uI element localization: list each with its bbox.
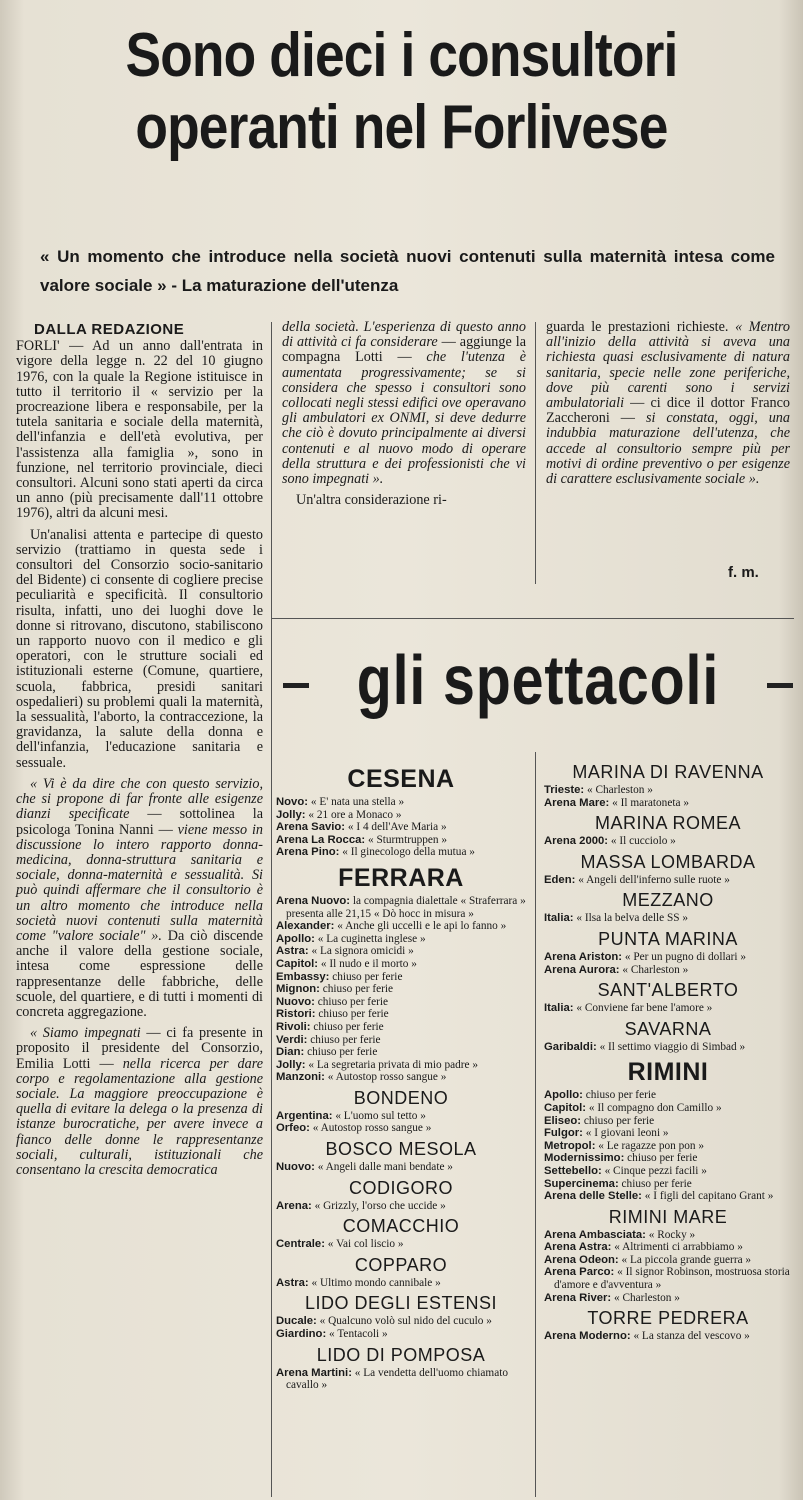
quote-text: « Mentro all'inizio della attività si aveva una richiesta quasi esclusivamente di natura sanitaria, specie nelle zone periferiche, dove più carenti sono i servizi ambulatoriali	[546, 319, 790, 412]
listing-entry	[544, 1229, 792, 1242]
venue-name: Orfeo:	[276, 1122, 310, 1135]
venue-name: Ristori:	[276, 1008, 316, 1021]
listing-entry	[544, 1330, 792, 1343]
film-title: « Tentacoli »	[329, 1328, 388, 1341]
film-title: « Charleston »	[614, 1291, 680, 1304]
city-heading-torre-pedrera: TORRE PEDRERA	[587, 1308, 749, 1329]
film-title: « Il cucciolo »	[610, 835, 676, 848]
film-title: « 21 ore a Monaco »	[308, 808, 402, 821]
city-heading-sant-alberto: SANT'ALBERTO	[597, 980, 739, 1001]
listing-entry	[544, 1041, 792, 1054]
city-heading-comacchio: COMACCHIO	[342, 1216, 460, 1237]
venue-name: Argentina:	[276, 1109, 333, 1122]
listing-entry	[276, 996, 526, 1009]
listing-entry	[276, 1046, 526, 1059]
film-title: « Il maratoneta »	[612, 796, 689, 809]
listing-entry	[276, 846, 526, 859]
article-paragraph: FORLI' — Ad un anno dall'entrata in vigore della legge n. 22 del 10 giugno 1976, con la quale la Regione istituisce in tutto il territorio il « servizio per la procreazione libera e responsabile, per la tutela sanitaria e sociale della maternità, dell'infanzia e dell'età evolutiva, per l'assistenza alla famiglia », sono in funzione, nel territorio provinciale, dieci consultori. Alcuni sono stati aperti da circa un anno (più precisamente dall'11 ottobre 1976), altri da alcuni mesi.	[16, 338, 263, 522]
quote-text: « Siamo impegnati	[30, 1025, 141, 1042]
listing-entry	[276, 809, 526, 822]
film-title: « L'uomo sul tetto »	[335, 1109, 426, 1122]
city-heading-punta-marina: PUNTA MARINA	[598, 928, 738, 949]
film-title: « La signora omicidi »	[311, 945, 414, 958]
film-title: « Per un pugno di dollari »	[624, 950, 746, 963]
listing-entry	[276, 1328, 526, 1341]
city-heading-marina-di-ravenna: MARINA DI RAVENNA	[572, 762, 764, 782]
film-title: « La cuginetta inglese »	[317, 932, 426, 945]
listing-entry	[276, 983, 526, 996]
city-heading-copparo: COPPARO	[354, 1254, 448, 1275]
film-title: « Autostop rosso sangue »	[327, 1071, 447, 1084]
venue-name: Verdi:	[276, 1033, 308, 1046]
film-title: « E' nata una stella »	[310, 796, 405, 808]
film-title: chiuso per ferie	[322, 983, 394, 996]
venue-name: Capitol:	[544, 1101, 587, 1114]
quote-text: nella ricerca per dare corpo e regolamentazione alla gestione sociale. La maggiore preoccupazione è quella di evitare la delega o la presenza di istanze burocratiche, per avere invece a fianco delle donne le rappresentanze sociali, culturali, istituzionali che consentano la crescita democratica	[16, 1055, 263, 1178]
body-text: Da ciò discende anche il valore della gestione sociale, intesa come espressione delle rappresentanze delle fabbriche, delle scuole, del quartiere, e di tutti i momenti di concreta aggregazione.	[16, 927, 263, 1020]
listing-entry	[276, 1110, 526, 1123]
venue-name: Supercinema:	[544, 1177, 619, 1190]
article-subtitle: « Un momento che introduce nella società nuovi contenuti sulla maternità intesa come valore sociale » - La maturazione dell'utenza	[40, 247, 775, 295]
film-title: « La stanza del vescovo »	[633, 1330, 750, 1343]
venue-name: Nuovo:	[276, 995, 315, 1008]
article-paragraph	[282, 320, 526, 487]
article-column-1	[16, 322, 263, 1184]
film-title: « Ultimo mondo cannibale »	[311, 1276, 441, 1289]
film-title: « Sturmtruppen »	[367, 833, 448, 846]
film-title: chiuso per ferie	[583, 1114, 655, 1127]
venue-name: Arena Nuovo:	[276, 894, 351, 907]
venue-name: Arena Mare:	[544, 796, 610, 809]
film-title: « Charleston »	[587, 784, 653, 796]
section-divider	[272, 618, 794, 619]
film-title: chiuso per ferie	[307, 1046, 378, 1059]
film-title: « Rocky »	[648, 1228, 696, 1241]
listing-entry	[276, 1277, 526, 1290]
venue-name: Arena Parco:	[544, 1266, 615, 1279]
attribution-text: — sottolinea la psicologa Tonina Nanni —	[16, 806, 264, 838]
listing-entry	[276, 1238, 526, 1251]
venue-name: Capitol:	[276, 957, 319, 970]
venue-name: Settebello:	[544, 1164, 602, 1177]
listing-entry	[544, 964, 792, 977]
film-title: chiuso per ferie	[585, 1089, 656, 1102]
city-heading-lido-degli-estensi: LIDO DEGLI ESTENSI	[304, 1293, 498, 1314]
listing-entry	[276, 796, 526, 809]
venue-name: Arena Astra:	[544, 1241, 612, 1254]
article-paragraph-quote-nanni	[16, 777, 263, 1020]
listing-entry	[276, 933, 526, 946]
quote-text: viene messo in discussione lo intero rapporto donna-medicina, donna-struttura sanitaria e sociale, donna-maternità e sessualità. Si può quindi affermare che il consultorio è un altro momento che introduce nella società nuovi contenuti sulla maternità come "valore sociale" ».	[16, 821, 263, 944]
city-heading-lido-di-pomposa: LIDO DI POMPOSA	[316, 1344, 486, 1365]
city-heading-marina-romea: MARINA ROMEA	[594, 813, 742, 834]
film-title: « Il ginecologo della mutua »	[342, 846, 475, 859]
listing-entry	[276, 1315, 526, 1328]
listing-entry	[544, 1089, 792, 1102]
film-title: la compagnia dialettale « Straferrara » presenta alle 21,15 « Dò hocc in misura »	[286, 894, 526, 920]
city-heading-savarna: SAVARNA	[624, 1018, 712, 1039]
venue-name: Centrale:	[276, 1238, 325, 1251]
listing-entry	[544, 1140, 792, 1153]
film-title: chiuso per ferie	[621, 1177, 692, 1190]
listing-entry	[276, 821, 526, 834]
quote-text: si constata, oggi, una indubbia maturazione dell'utenza, che accede al consultorio sempre più per motivi di ordine preventivo o per esigenze di carattere esclusivamente sociale ».	[546, 410, 790, 488]
listing-entry	[544, 835, 792, 848]
listing-entry	[276, 895, 526, 920]
listing-entry	[276, 920, 526, 933]
film-title: « Angeli dalle mani bendate »	[317, 1161, 453, 1174]
city-heading-mezzano: MEZZANO	[622, 890, 714, 911]
listing-entry	[544, 1190, 792, 1203]
venue-name: Arena Ambasciata:	[544, 1228, 646, 1241]
headline-line-2: operanti nel Forlivese	[135, 93, 668, 162]
city-heading-massa-lombarda: MASSA LOMBARDA	[580, 851, 756, 872]
film-title: chiuso per ferie	[318, 1008, 389, 1021]
quote-text: « Vi è da dire che con questo servizio, che si propone di far fronte alle esigenze dianzi specificate	[16, 775, 263, 823]
listing-entry	[276, 834, 526, 847]
headline-line-1: Sono dieci i consultori	[125, 21, 678, 90]
spettacoli-title: gli spettacoli	[356, 641, 720, 719]
venue-name: Dian:	[276, 1046, 305, 1059]
body-text: guarda le prestazioni richieste.	[546, 319, 736, 335]
listing-entry	[544, 912, 792, 925]
film-title: « Conviene far bene l'amore »	[576, 1002, 713, 1015]
film-title: « Altrimenti ci arrabbiamo »	[614, 1241, 743, 1254]
article-paragraph: Un'analisi attenta e partecipe di questo servizio (trattiamo in questa sede i consultori del Consorzio socio-sanitario del Bidente) ci consente di cogliere precise peculiarità e specificità. Il consultorio risulta, infatti, uno dei luoghi dove le donne si ritrovano, discutono, stabiliscono un rapporto nuovo con il medico e gli operatori, con le strutture sociali ed istituzionali esterne (Comune, quartiere, scuola, fabbrica, presidi sanitari ospedalieri) su problemi quali la maternità, la sessualità, l'aborto, la contraccezione, la gravidanza, la salute della donna e dell'infanzia, l'educazione sanitaria e sessuale.	[16, 526, 263, 771]
film-title: chiuso per ferie	[627, 1152, 698, 1165]
film-title: chiuso per ferie	[310, 1033, 381, 1046]
listing-entry	[276, 945, 526, 958]
venue-name: Astra:	[276, 1276, 309, 1289]
attribution-text: — ci fa presente in proposito il presidente del Consorzio, Emilia Lotti —	[16, 1025, 263, 1072]
venue-name: Italia:	[544, 912, 574, 925]
venue-name: Arena Pino:	[276, 846, 340, 859]
listing-entry	[276, 1008, 526, 1021]
listing-entry	[276, 971, 526, 984]
film-title: « Grizzly, l'orso che uccide »	[314, 1199, 446, 1212]
listing-entry	[276, 1122, 526, 1135]
column-divider	[535, 322, 536, 584]
film-title: « I giovani leoni »	[585, 1127, 669, 1140]
venue-name: Alexander:	[276, 920, 335, 933]
quote-text: della società. L'esperienza di questo anno di attività ci fa considerare	[282, 319, 526, 351]
venue-name: Arena 2000:	[544, 835, 609, 848]
article-headline	[68, 20, 735, 164]
film-title: « Il nudo e il morto »	[320, 957, 417, 970]
city-heading-codigoro: CODIGORO	[348, 1177, 453, 1198]
film-title: chiuso per ferie	[313, 1020, 384, 1033]
article-paragraph: Un'altra considerazione ri-	[296, 492, 447, 509]
venue-name: Jolly:	[276, 1058, 306, 1071]
venue-name: Arena:	[276, 1199, 312, 1212]
film-title: « La vendetta dell'uomo chiamato cavallo »	[286, 1366, 509, 1392]
film-title: « Angeli dell'inferno sulle ruote »	[578, 873, 730, 886]
listings-column-right	[544, 758, 792, 1343]
listing-entry	[276, 1034, 526, 1047]
listing-entry	[544, 951, 792, 964]
listing-entry	[544, 1165, 792, 1178]
venue-name: Arena La Rocca:	[276, 833, 366, 846]
venue-name: Arena Moderno:	[544, 1330, 631, 1343]
venue-name: Italia:	[544, 1002, 574, 1015]
listing-entry	[544, 1266, 792, 1291]
venue-name: Metropol:	[544, 1139, 596, 1152]
venue-name: Manzoni:	[276, 1071, 325, 1084]
venue-name: Apollo:	[276, 932, 315, 945]
city-heading-rimini-mare: RIMINI MARE	[608, 1206, 728, 1227]
listing-entry	[276, 1367, 526, 1392]
film-title: « Il settimo viaggio di Simbad »	[599, 1040, 746, 1053]
article-column-3	[546, 320, 790, 493]
listing-entry	[544, 1127, 792, 1140]
listing-entry	[276, 1200, 526, 1213]
venue-name: Embassy:	[276, 970, 330, 983]
listing-entry	[544, 797, 792, 810]
film-title: « La segretaria privata di mio padre »	[308, 1058, 479, 1071]
listing-entry	[544, 1115, 792, 1128]
article-paragraph	[546, 320, 790, 487]
venue-name: Modernissimo:	[544, 1152, 625, 1165]
film-title: « Anche gli uccelli e le api lo fanno »	[337, 920, 507, 933]
listing-entry	[544, 1241, 792, 1254]
city-heading-ferrara: FERRARA	[338, 863, 464, 892]
film-title: « Vai col liscio »	[327, 1238, 404, 1251]
city-heading-bosco-mesola: BOSCO MESOLA	[325, 1139, 477, 1160]
attribution-text: — ci dice il dottor Franco Zaccheroni —	[546, 395, 790, 427]
venue-name: Eliseo:	[544, 1114, 582, 1127]
author-signature: f. m.	[728, 564, 759, 581]
listing-entry	[544, 1102, 792, 1115]
film-title: « Qualcuno volò sul nido del cuculo »	[319, 1315, 492, 1328]
film-title: « Charleston »	[622, 963, 689, 976]
venue-name: Jolly:	[276, 808, 306, 821]
article-paragraph-quote-lotti	[16, 1026, 263, 1178]
venue-name: Garibaldi:	[544, 1040, 597, 1053]
venue-name: Ducale:	[276, 1315, 317, 1328]
film-title: chiuso per ferie	[317, 995, 388, 1008]
film-title: « Le ragazze pon pon »	[598, 1139, 705, 1152]
listing-entry	[544, 874, 792, 887]
quote-text: che l'utenza è aumentata progressivamente; se si considera che spesso i consultori sono collocati negli stessi edifici ove operavano gli ambulatori ex ONMI, si deve dedurre che ciò è dovuto principalmente ai diversi contenuti e al nuovo modo di operare della struttura e dei professionisti che vi sono impegnati ».	[282, 349, 526, 488]
film-title: « Autostop rosso sangue »	[312, 1122, 432, 1135]
city-heading-cesena: CESENA	[347, 765, 455, 793]
heading-dash-right	[767, 683, 793, 688]
venue-name: Fulgor:	[544, 1127, 583, 1140]
attribution-text: — aggiunge la compagna Lotti —	[282, 334, 526, 366]
listing-entry	[276, 1059, 526, 1072]
venue-name: Rivoli:	[276, 1020, 311, 1033]
venue-name: Trieste:	[544, 784, 585, 796]
listing-entry	[544, 784, 792, 797]
byline: DALLA REDAZIONE	[34, 321, 185, 338]
column-divider	[271, 322, 272, 1497]
film-title: « Il signor Robinson, mostruosa storia d'amore e d'avventura »	[554, 1266, 790, 1292]
film-title: « I figli del capitano Grant »	[644, 1190, 774, 1203]
venue-name: Apollo:	[544, 1089, 583, 1102]
listing-entry	[276, 1071, 526, 1084]
venue-name: Arena delle Stelle:	[544, 1190, 642, 1203]
venue-name: Novo:	[276, 796, 309, 808]
listing-entry	[544, 1002, 792, 1015]
listing-entry	[544, 1152, 792, 1165]
listing-entry	[544, 1292, 792, 1305]
listing-entry	[544, 1178, 792, 1191]
venue-name: Arena Odeon:	[544, 1253, 619, 1266]
city-heading-rimini: RIMINI	[627, 1058, 709, 1087]
film-title: « La piccola grande guerra »	[621, 1253, 752, 1266]
venue-name: Arena Savio:	[276, 821, 346, 834]
venue-name: Nuovo:	[276, 1161, 315, 1174]
article-column-2	[282, 320, 526, 514]
venue-name: Arena Aurora:	[544, 963, 620, 976]
column-divider	[535, 752, 536, 1497]
spettacoli-heading	[275, 640, 795, 720]
film-title: chiuso per ferie	[332, 970, 403, 983]
listing-entry	[276, 958, 526, 971]
film-title: « Cinque pezzi facili »	[604, 1164, 707, 1177]
venue-name: Arena Ariston:	[544, 950, 623, 963]
listings-column-left	[276, 760, 526, 1392]
venue-name: Arena River:	[544, 1291, 612, 1304]
listing-entry	[544, 1254, 792, 1267]
venue-name: Giardino:	[276, 1328, 327, 1341]
film-title: « Ilsa la belva delle SS »	[576, 912, 689, 925]
venue-name: Eden:	[544, 873, 576, 886]
city-heading-bondeno: BONDENO	[353, 1087, 449, 1108]
venue-name: Arena Martini:	[276, 1366, 352, 1379]
heading-dash-left	[283, 683, 309, 688]
listing-entry	[276, 1161, 526, 1174]
venue-name: Astra:	[276, 945, 309, 958]
listing-entry	[276, 1021, 526, 1034]
film-title: « I 4 dell'Ave Maria »	[347, 821, 447, 834]
venue-name: Mignon:	[276, 983, 320, 996]
film-title: « Il compagno don Camillo »	[588, 1101, 722, 1114]
